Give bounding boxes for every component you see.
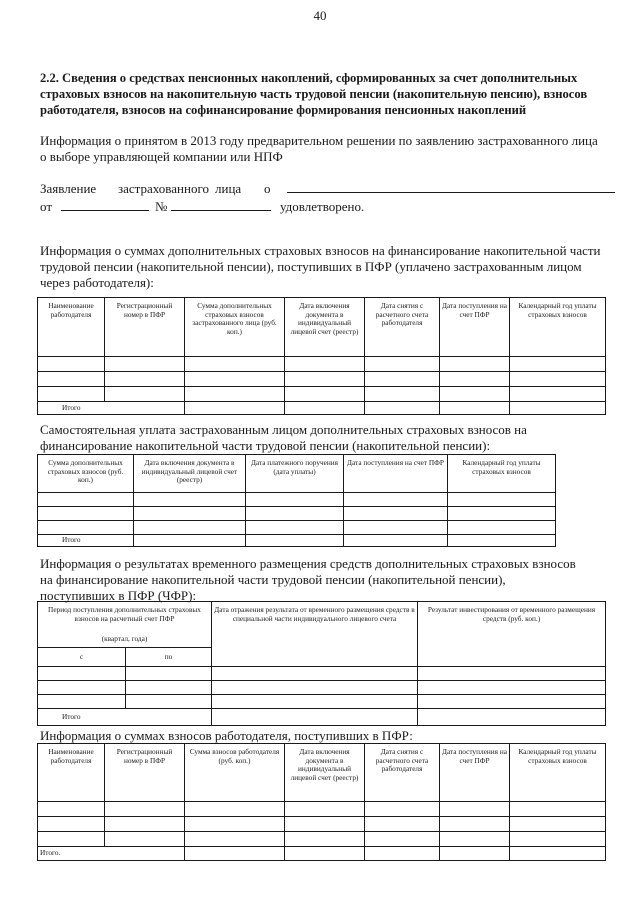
table1-header-cell: Наименование работодателя bbox=[38, 298, 105, 357]
table1-caption-line: трудовой пенсии (накопительной пенсии), поступивших в ПФР (уплачено застрахованным лицом bbox=[40, 259, 582, 274]
table-row bbox=[38, 681, 606, 695]
table-cell[interactable] bbox=[185, 847, 285, 861]
table-cell[interactable] bbox=[134, 535, 246, 547]
table-cell[interactable] bbox=[105, 832, 185, 847]
table-cell[interactable] bbox=[365, 832, 440, 847]
table-cell[interactable] bbox=[365, 387, 440, 402]
table-cell[interactable] bbox=[510, 402, 606, 415]
table-cell[interactable] bbox=[510, 802, 606, 817]
table-cell[interactable] bbox=[285, 402, 365, 415]
table3-caption bbox=[40, 556, 620, 604]
table-cell[interactable] bbox=[510, 387, 606, 402]
table-cell[interactable] bbox=[365, 817, 440, 832]
table-cell[interactable] bbox=[365, 802, 440, 817]
table-cell[interactable] bbox=[440, 832, 510, 847]
table4-header-cell: Наименование работодателя bbox=[38, 744, 105, 802]
table-cell[interactable] bbox=[185, 802, 285, 817]
table-cell[interactable] bbox=[185, 817, 285, 832]
table-cell[interactable] bbox=[38, 817, 105, 832]
decision-info bbox=[40, 133, 620, 165]
statement-word: застрахованного bbox=[118, 181, 209, 196]
table1-header-cell: Календарный год уплаты страховых взносов bbox=[510, 298, 606, 357]
table-cell[interactable] bbox=[246, 493, 344, 507]
total-label: Итого bbox=[38, 709, 212, 726]
statement-word: о bbox=[264, 181, 271, 196]
table4-header-cell: Дата снятия с расчетного счета работодателя bbox=[365, 744, 440, 802]
table-cell[interactable] bbox=[38, 667, 126, 681]
table1-header-cell: Дата включения документа в индивидуальный лицевой счет (реестр) bbox=[285, 298, 365, 357]
table-cell[interactable] bbox=[285, 802, 365, 817]
total-label: Итого bbox=[38, 402, 185, 415]
table-cell[interactable] bbox=[448, 521, 556, 535]
table-cell[interactable] bbox=[418, 681, 606, 695]
table-cell[interactable] bbox=[38, 507, 134, 521]
table1-caption-line: Информация о суммах дополнительных страховых взносов на финансирование накопительной части bbox=[40, 243, 601, 258]
table-cell[interactable] bbox=[212, 695, 418, 709]
table-row bbox=[38, 387, 606, 402]
table4-caption: Информация о суммах взносов работодателя, поступивших в ПФР: bbox=[40, 728, 413, 743]
table3-header-cell: Дата отражения результата от временного размещения средств в специальной части индивидуального лицевого счета bbox=[212, 602, 418, 667]
table1-header-row bbox=[38, 298, 606, 357]
table-row bbox=[38, 357, 606, 372]
table-cell[interactable] bbox=[246, 507, 344, 521]
table4-header-row bbox=[38, 744, 606, 802]
table-cell[interactable] bbox=[440, 357, 510, 372]
table-row bbox=[38, 507, 556, 521]
table-cell[interactable] bbox=[185, 387, 285, 402]
table-cell[interactable] bbox=[38, 493, 134, 507]
table4-header-cell: Дата поступления на счет ПФР bbox=[440, 744, 510, 802]
table-cell[interactable] bbox=[246, 521, 344, 535]
table-row bbox=[38, 817, 606, 832]
table3-header-cell: Результат инвестирования от временного размещения средств (руб. коп.) bbox=[418, 602, 606, 667]
table3-header-period bbox=[38, 602, 212, 648]
table-row bbox=[38, 667, 606, 681]
table-row bbox=[38, 695, 606, 709]
table-cell[interactable] bbox=[105, 372, 185, 387]
table-cell[interactable] bbox=[344, 521, 448, 535]
table-cell[interactable] bbox=[440, 847, 510, 861]
table4-header-cell: Календарный год уплаты страховых взносов bbox=[510, 744, 606, 802]
table-cell[interactable] bbox=[134, 493, 246, 507]
table-cell[interactable] bbox=[285, 847, 365, 861]
table1-header-cell: Дата снятия с расчетного счета работодателя bbox=[365, 298, 440, 357]
table-cell[interactable] bbox=[448, 535, 556, 547]
table-cell[interactable] bbox=[344, 535, 448, 547]
table-cell[interactable] bbox=[448, 507, 556, 521]
table-cell[interactable] bbox=[212, 681, 418, 695]
table-cell[interactable] bbox=[126, 667, 212, 681]
table4-header-cell: Дата включения документа в индивидуальный лицевой счет (реестр) bbox=[285, 744, 365, 802]
table-cell[interactable] bbox=[134, 521, 246, 535]
table-row bbox=[38, 802, 606, 817]
table-cell[interactable] bbox=[38, 681, 126, 695]
table-cell[interactable] bbox=[38, 521, 134, 535]
number-field[interactable] bbox=[171, 199, 271, 211]
section-heading bbox=[40, 70, 618, 118]
table-cell[interactable] bbox=[344, 493, 448, 507]
table-cell[interactable] bbox=[510, 847, 606, 861]
table-cell[interactable] bbox=[285, 372, 365, 387]
table3-total-row bbox=[38, 709, 606, 726]
table2-total-row bbox=[38, 535, 556, 547]
decision-info-line: Информация о принятом в 2013 году предварительном решении по заявлению застрахованного лица bbox=[40, 133, 598, 148]
table1-caption-line: через работодателя): bbox=[40, 275, 154, 290]
table3-caption-line: поступивших в ПФР (ЧФР): bbox=[40, 588, 197, 603]
table2-caption bbox=[40, 422, 620, 454]
table-cell[interactable] bbox=[126, 695, 212, 709]
table-cell[interactable] bbox=[246, 535, 344, 547]
table3-header-row bbox=[38, 602, 606, 648]
table-cell[interactable] bbox=[212, 667, 418, 681]
table2-header-cell: Календарный год уплаты страховых взносов bbox=[448, 455, 556, 493]
from-label: от bbox=[40, 199, 53, 214]
table-cell[interactable] bbox=[440, 802, 510, 817]
period-header-text: Период поступления дополнительных страховых взносов на расчетный счет ПФР bbox=[48, 605, 201, 623]
statement-word: Заявление bbox=[40, 181, 97, 196]
table-cell[interactable] bbox=[418, 709, 606, 726]
statement-word: лица bbox=[215, 181, 242, 196]
table2-header-row bbox=[38, 455, 556, 493]
table-cell[interactable] bbox=[212, 709, 418, 726]
table3 bbox=[37, 601, 606, 726]
table-row bbox=[38, 832, 606, 847]
table1-caption bbox=[40, 243, 620, 291]
decision-info-line: о выборе управляющей компании или НПФ bbox=[40, 149, 283, 164]
table2-header-cell: Дата платежного поручения (дата уплаты) bbox=[246, 455, 344, 493]
table1 bbox=[37, 297, 606, 415]
table2-header-cell: Дата включения документа в индивидуальный лицевой счет (реестр) bbox=[134, 455, 246, 493]
table1-header-cell: Дата поступления на счет ПФР bbox=[440, 298, 510, 357]
period-note: (квартал, года) bbox=[101, 634, 148, 644]
total-label: Итого. bbox=[38, 847, 185, 861]
approved-label: удовлетворено. bbox=[280, 199, 365, 214]
table-cell[interactable] bbox=[134, 507, 246, 521]
insurer-name-field[interactable] bbox=[287, 181, 615, 193]
table-cell[interactable] bbox=[440, 387, 510, 402]
table-cell[interactable] bbox=[105, 802, 185, 817]
table-cell[interactable] bbox=[38, 802, 105, 817]
table2 bbox=[37, 454, 556, 547]
table-cell[interactable] bbox=[418, 667, 606, 681]
table-cell[interactable] bbox=[418, 695, 606, 709]
table-cell[interactable] bbox=[440, 817, 510, 832]
table-cell[interactable] bbox=[448, 493, 556, 507]
table-cell[interactable] bbox=[344, 507, 448, 521]
table-cell[interactable] bbox=[38, 372, 105, 387]
table-cell[interactable] bbox=[185, 357, 285, 372]
table2-header-cell: Дата поступления на счет ПФР bbox=[344, 455, 448, 493]
table-cell[interactable] bbox=[365, 847, 440, 861]
table-cell[interactable] bbox=[510, 372, 606, 387]
table-cell[interactable] bbox=[38, 832, 105, 847]
section-heading-line: страховых взносов на накопительную часть трудовой пенсии (накопительную пенсию), взносов bbox=[40, 87, 588, 101]
table-row bbox=[38, 521, 556, 535]
date-field[interactable] bbox=[61, 199, 149, 211]
table-cell[interactable] bbox=[126, 681, 212, 695]
table-cell[interactable] bbox=[365, 402, 440, 415]
table3-caption-line: на финансирование накопительной части трудовой пенсии (накопительной пенсии), bbox=[40, 572, 506, 587]
number-sign: № bbox=[155, 199, 168, 214]
table-cell[interactable] bbox=[38, 357, 105, 372]
table-cell[interactable] bbox=[285, 832, 365, 847]
table-cell[interactable] bbox=[38, 695, 126, 709]
period-from-label: с bbox=[38, 648, 126, 667]
application-statement bbox=[40, 181, 620, 215]
table3-caption-line: Информация о результатах временного размещения средств дополнительных страховых взносов bbox=[40, 556, 576, 571]
table-cell[interactable] bbox=[105, 387, 185, 402]
page-number: 40 bbox=[313, 8, 327, 23]
table-cell[interactable] bbox=[440, 372, 510, 387]
total-label: Итого bbox=[38, 535, 134, 547]
table2-header-cell: Сумма дополнительных страховых взносов (руб. коп.) bbox=[38, 455, 134, 493]
table-cell[interactable] bbox=[285, 387, 365, 402]
table1-header-cell: Сумма дополнительных страховых взносов застрахованного лица (руб. коп.) bbox=[185, 298, 285, 357]
table-cell[interactable] bbox=[185, 402, 285, 415]
table-cell[interactable] bbox=[38, 387, 105, 402]
table4-total-row bbox=[38, 847, 606, 861]
table-cell[interactable] bbox=[510, 832, 606, 847]
table-cell[interactable] bbox=[105, 817, 185, 832]
table-cell[interactable] bbox=[285, 357, 365, 372]
table1-total-row bbox=[38, 402, 606, 415]
table-cell[interactable] bbox=[365, 357, 440, 372]
section-heading-line: 2.2. Сведения о средствах пенсионных накоплений, сформированных за счет дополнительных bbox=[40, 71, 578, 85]
table2-caption-line: Самостоятельная уплата застрахованным лицом дополнительных страховых взносов на bbox=[40, 422, 527, 437]
section-heading-line: работодателя, взносов на софинансирование формирования пенсионных накоплений bbox=[40, 103, 527, 117]
table-cell[interactable] bbox=[105, 357, 185, 372]
table-cell[interactable] bbox=[440, 402, 510, 415]
table-cell[interactable] bbox=[365, 372, 440, 387]
table2-caption-line: финансирование накопительной части трудовой пенсии (накопительной пенсии): bbox=[40, 438, 491, 453]
table4 bbox=[37, 743, 606, 861]
period-to-label: по bbox=[126, 648, 212, 667]
table-cell[interactable] bbox=[185, 372, 285, 387]
table-row bbox=[38, 493, 556, 507]
table-row bbox=[38, 372, 606, 387]
table-cell[interactable] bbox=[185, 832, 285, 847]
table4-header-cell: Регистрационный номер в ПФР bbox=[105, 744, 185, 802]
table1-header-cell: Регистрационный номер в ПФР bbox=[105, 298, 185, 357]
table-cell[interactable] bbox=[285, 817, 365, 832]
table-cell[interactable] bbox=[510, 817, 606, 832]
table-cell[interactable] bbox=[510, 357, 606, 372]
table4-header-cell: Сумма взносов работодателя (руб. коп.) bbox=[185, 744, 285, 802]
